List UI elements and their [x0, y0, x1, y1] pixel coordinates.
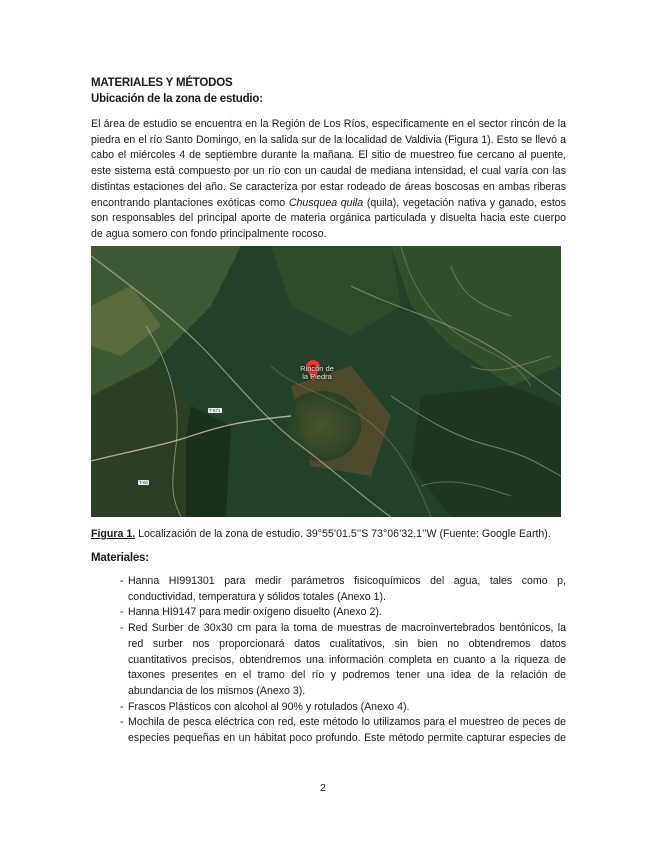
figure-label: Figura 1.: [91, 528, 136, 540]
satellite-map-figure: [91, 246, 561, 517]
list-item-line: Frascos Plásticos con alcohol al 90% y rotulados (Anexo 4).: [128, 700, 410, 713]
list-item: [91, 715, 566, 746]
paragraph-line: son responsables del principal aporte de materia orgánica particulada y disuelta hacia este cuerpo: [91, 212, 566, 225]
figure-caption: [91, 528, 551, 540]
list-item: [91, 621, 566, 700]
list-item-line: especies pequeñas en un hábitat poco profundo. Este método permite capturar especies de: [128, 732, 566, 745]
list-bullet: -: [120, 622, 124, 635]
paragraph-line-species: [91, 196, 566, 212]
paragraph-line: piedra en el río Santo Domingo, en la salida sur de la localidad de Valdivia (Figura 1). Esto se llevó a: [91, 133, 566, 146]
materials-heading: Materiales:: [91, 552, 149, 564]
list-bullet: -: [120, 575, 124, 587]
list-bullet: -: [120, 606, 124, 619]
list-item: [91, 605, 566, 621]
paragraph-line: El área de estudio se encuentra en la Región de Los Ríos, específicamente en el sector rincón de la: [91, 118, 566, 130]
list-item: [91, 700, 566, 716]
list-item-line: red surber nos proporcionará datos cualitativos, sin bien no obtendremos datos: [128, 637, 566, 650]
line-text: (quila), vegetación nativa y ganado, estos: [363, 196, 566, 209]
list-item-line: Mochila de pesca eléctrica con red, este método lo utilizamos para el muestreo de peces de: [128, 716, 566, 729]
list-item-line: Hanna HI991301 para medir parámetros fisicoquímicos del agua, tales como p,: [128, 575, 566, 587]
paragraph-line: distintas estaciones del año. Se caracteriza por estar rodeado de áreas boscosas en ambas riberas: [91, 180, 566, 193]
list-bullet: -: [120, 716, 124, 729]
list-item: [91, 574, 566, 605]
subsection-heading-ubicacion: Ubicación de la zona de estudio:: [91, 93, 263, 105]
paragraph-line: este sistema está compuesto por un río con un caudal de mediana intensidad, el cual varía con las: [91, 165, 566, 178]
materials-list: [91, 574, 566, 747]
list-item-line: taxones presentes en el tramo del río y podremos tener una idea de la relación de: [128, 669, 566, 682]
line-text: encontrando plantaciones exóticas como: [91, 196, 289, 209]
place-label-line: Rincón de: [300, 364, 334, 373]
caption-text: Localización de la zona de estudio. 39°55’01.5’’S 73°06’32.1’’W (Fuente: Google Earth).: [135, 528, 551, 540]
satellite-imagery: [91, 246, 561, 517]
road-tag: T-671: [209, 408, 221, 413]
place-label-line: la Piedra: [302, 372, 332, 381]
page-number: 2: [320, 782, 326, 794]
list-item-line: Red Surber de 30x30 cm para la toma de muestras de macroinvertebrados bentónicos, la: [128, 622, 566, 635]
list-item-line: Hanna HI9147 para medir oxígeno disuelto (Anexo 2).: [128, 606, 382, 619]
map-place-label: [287, 365, 347, 381]
list-item-line: conductividad, temperatura y sólidos totales (Anexo 1).: [128, 590, 386, 603]
paragraph-line: cabo el miércoles 4 de septiembre durante la mañana. El sitio de muestreo fue cercano al puente,: [91, 149, 566, 162]
paragraph-line: de agua somero con fondo principalmente rocoso.: [91, 227, 327, 240]
species-name: Chusquea quila: [288, 196, 364, 209]
list-item-line: cuantitativos precisos, obtendremos una información completa en cuanto a la riqueza de: [128, 653, 566, 666]
section-heading-materiales-metodos: MATERIALES Y MÉTODOS: [91, 77, 233, 89]
list-item-line: abundancia de los mismos (Anexo 3).: [128, 684, 306, 697]
list-bullet: -: [120, 700, 124, 713]
road-tag: T-60: [139, 480, 149, 485]
study-area-paragraph: [91, 117, 566, 243]
